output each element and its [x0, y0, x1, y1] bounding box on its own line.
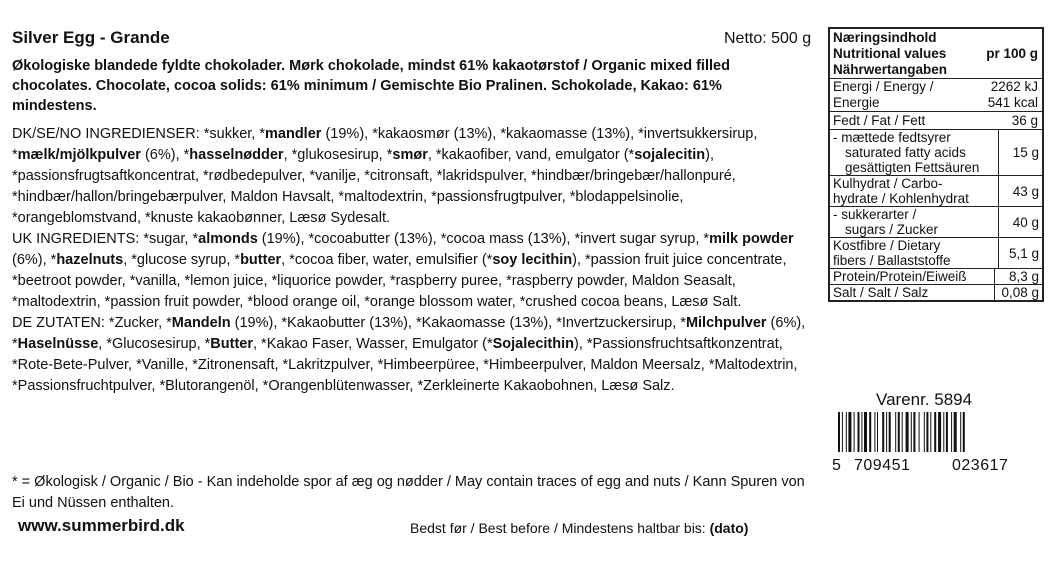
ingredients-uk — [12, 229, 812, 313]
ingredients-de — [12, 313, 812, 397]
barcode-bar — [919, 412, 920, 452]
nutrition-title-dk: Næringsindhold — [833, 30, 937, 45]
barcode-bar — [861, 412, 862, 452]
barcode-bar — [842, 412, 843, 452]
barcode-bar — [886, 412, 887, 452]
barcode-bar — [902, 412, 903, 452]
barcode-bar — [848, 412, 851, 452]
barcode-bar — [934, 412, 936, 452]
barcode-bar — [924, 412, 925, 452]
nutrition-row-sugars — [830, 207, 1042, 238]
ingredient-text: , *Kakao Faser, Wasser, Emulgator (* — [253, 336, 493, 352]
energy-kcal: 541 kcal — [987, 95, 1038, 110]
barcode-bar — [846, 412, 847, 452]
allergen-term: hasselnødder — [189, 147, 284, 163]
barcode-digits-left: 709451 — [854, 457, 911, 474]
ingredient-text: (19%), *cocoabutter (13%), *cocoa mass (13%), *invert sugar syrup, * — [257, 231, 710, 247]
website: www.summerbird.dk — [18, 516, 185, 535]
best-before — [410, 520, 748, 536]
ingredient-text: ), *passion fruit juice concentrate, *beetroot powder, *vanilla, *lemon juice, *liquorice powder, *raspberry puree, *raspberry powder, Maldon Seasalt, *maltodextrin, *passion fruit powder, *blood orange oil, *orange blossom water, *crushed cocoa beans, Læsø Salt. — [12, 252, 787, 310]
barcode-bar — [877, 412, 878, 452]
saturates-value: 15 g — [1012, 145, 1039, 160]
allergen-term: Butter — [210, 336, 253, 352]
nutrition-table — [828, 27, 1044, 302]
nutrition-row-fibre — [830, 238, 1042, 269]
salt-value: 0,08 g — [1001, 285, 1039, 300]
ingredient-text: , *glukosesirup, * — [283, 147, 393, 163]
fibre-label-2: fibers / Ballaststoffe — [833, 253, 951, 268]
allergen-term: Haselnüsse — [17, 336, 99, 352]
best-before-label: Bedst før / Best before / Mindestens haltbar bis: — [410, 520, 710, 536]
allergen-term: hazelnuts — [56, 252, 124, 268]
barcode-bar — [960, 412, 961, 452]
barcode-digit-first: 5 — [832, 457, 842, 474]
ingredient-text: , *Glucosesirup, * — [98, 336, 211, 352]
barcode-bar — [882, 412, 884, 452]
barcode-bar — [838, 412, 840, 452]
barcode-bar — [898, 412, 900, 452]
sugars-value: 40 g — [1012, 214, 1039, 230]
barcode-bar — [930, 412, 931, 452]
allergen-term: milk powder — [709, 231, 794, 247]
product-title: Silver Egg - Grande — [12, 28, 170, 47]
nutrition-row-saturates — [830, 130, 1042, 176]
allergen-term: Mandeln — [171, 315, 231, 331]
barcode-bar — [954, 412, 957, 452]
nutrition-title-en: Nutritional values — [833, 46, 947, 61]
barcode-bar — [911, 412, 912, 452]
ingredient-text: , *cocoa fiber, water, emulsifier (* — [281, 252, 493, 268]
saturates-label-dk: - mættede fedtsyrer — [833, 130, 951, 145]
ingredient-text: (6%), * — [140, 147, 190, 163]
sugars-label — [830, 207, 999, 237]
barcode-bar — [889, 412, 891, 452]
barcode-bar — [951, 412, 952, 452]
allergen-term: Milchpulver — [685, 315, 767, 331]
ingredient-text: DK/SE/NO INGREDIENSER: *sukker, * — [12, 126, 266, 142]
nutrition-row-energy — [830, 79, 1042, 112]
barcode-bar — [854, 412, 855, 452]
allergen-term: sojalecitin — [634, 147, 706, 163]
allergen-term: soy lecithin — [492, 252, 573, 268]
nutrition-row-carbohydrate — [830, 176, 1042, 207]
salt-label: Salt / Salt / Salz — [830, 285, 995, 300]
sugars-label-1: - sukkerarter / — [833, 207, 917, 222]
nutrition-row-protein — [830, 269, 1042, 285]
ingredient-text: ), *Passionsfruchtsaftkonzentrat, *Rote-Bete-Pulver, *Vanille, *Zitronensaft, *Lakritzpulver, *Himbeerpüree, *Himbeerpulver, Maldon Meersalz, *Maltodextrin, *Passionsfruchtpulver, *Blutorangenöl, *Orangenblütenwasser, *Zerkleinerte Kakaobohnen, Læsø Salz. — [12, 336, 798, 394]
nutrition-per: pr 100 g — [986, 46, 1038, 61]
ingredient-text: (6%), * — [12, 315, 806, 352]
barcode-bar — [926, 412, 928, 452]
ingredient-text: (19%), *Kakaobutter (13%), *Kakaomasse (13%), *Invertzuckersirup, * — [230, 315, 686, 331]
nutrition-title-de: Nährwertangaben — [833, 62, 948, 77]
ingredient-text: ), *passionsfrugtsaftkoncentrat, *rødbedepulver, *vanilje, *citronsaft, *lakridspulver, *hindbær/bringebær/hallonpuré, *hindbær/hallon/bringebærpulver, Maldon Havsalt, *maltodextrin, *passionsfrugtpulver, *blodappelsinolie, *orangeblomstvand, *knuste kakaobønner, Læsø Sydesalt. — [12, 147, 736, 226]
protein-value: 8,3 g — [1008, 269, 1039, 284]
ingredients-block — [12, 124, 812, 397]
energy-kj: 2262 kJ — [990, 79, 1038, 94]
fibre-label — [830, 238, 999, 268]
saturates-label-en: saturated fatty acids — [845, 145, 966, 160]
nutrition-row-fat — [830, 112, 1042, 130]
best-before-value: (dato) — [709, 520, 749, 536]
ingredient-text: UK INGREDIENTS: *sugar, * — [12, 231, 199, 247]
allergen-term: butter — [240, 252, 282, 268]
fibre-label-1: Kostfibre / Dietary — [833, 238, 941, 253]
nutrition-header — [830, 29, 1042, 79]
barcode-bar — [906, 412, 909, 452]
saturates-label — [830, 130, 999, 175]
ingredient-text: , *kakaofiber, vand, emulgator (* — [427, 147, 635, 163]
barcode-bar — [938, 412, 941, 452]
carbohydrate-label-2: hydrate / Kohlenhydrat — [833, 191, 969, 206]
barcode-bar — [946, 412, 948, 452]
protein-label: Protein/Protein/Eiweiß — [830, 269, 995, 284]
nutrition-row-salt — [830, 285, 1042, 300]
barcode-digits-right: 023617 — [952, 457, 1009, 474]
fat-label: Fedt / Fat / Fett — [833, 113, 926, 128]
fibre-value: 5,1 g — [1008, 245, 1039, 261]
barcode-bar — [858, 412, 860, 452]
ingredient-text: , *glucose syrup, * — [123, 252, 241, 268]
ingredient-text: DE ZUTATEN: *Zucker, * — [12, 315, 172, 331]
saturates-label-de: gesättigten Fettsäuren — [845, 160, 980, 175]
allergen-term: smør — [392, 147, 428, 163]
sugars-label-2: sugars / Zucker — [845, 222, 939, 237]
barcode-bar — [869, 412, 871, 452]
barcode-bar — [874, 412, 875, 452]
barcode-bar — [895, 412, 896, 452]
ingredients-dk — [12, 124, 812, 229]
barcode-bar — [864, 412, 867, 452]
barcode-bar — [943, 412, 944, 452]
ingredient-text: (6%), * — [12, 252, 57, 268]
energy-label: Energi / Energy / — [833, 79, 934, 94]
barcode-bar — [913, 412, 915, 452]
allergen-term: mandler — [265, 126, 322, 142]
barcode-bar — [963, 412, 965, 452]
barcode-icon — [838, 412, 1028, 452]
fat-value: 36 g — [1011, 113, 1038, 128]
energy-label-de: Energie — [833, 95, 880, 110]
item-number: Varenr. 5894 — [876, 390, 973, 409]
net-weight: Netto: 500 g — [724, 30, 812, 47]
allergen-term: Sojalecithin — [492, 336, 575, 352]
organic-trace-note: * = Økologisk / Organic / Bio - Kan indeholde spor af æg og nødder / May contain traces of egg and nuts / Kann Spuren von Ei und Nüssen enthalten. — [12, 474, 805, 511]
product-description: Økologiske blandede fyldte chokolader. Mørk chokolade, mindst 61% kakaotørstof / Organic mixed filled chocolates. Chocolate, cocoa solids: 61% minimum / Gemischte Bio Pralinen. Schokolade, Kakao: 61% mindestens. — [12, 58, 730, 114]
ingredient-text: (19%), *kakaosmør (13%), *kakaomasse (13%), *invertsukkersirup, * — [12, 126, 758, 163]
carbohydrate-label — [830, 176, 999, 206]
allergen-term: mælk/mjölkpulver — [17, 147, 141, 163]
carbohydrate-label-1: Kulhydrat / Carbo- — [833, 176, 943, 191]
carbohydrate-value: 43 g — [1012, 183, 1039, 199]
allergen-term: almonds — [198, 231, 258, 247]
